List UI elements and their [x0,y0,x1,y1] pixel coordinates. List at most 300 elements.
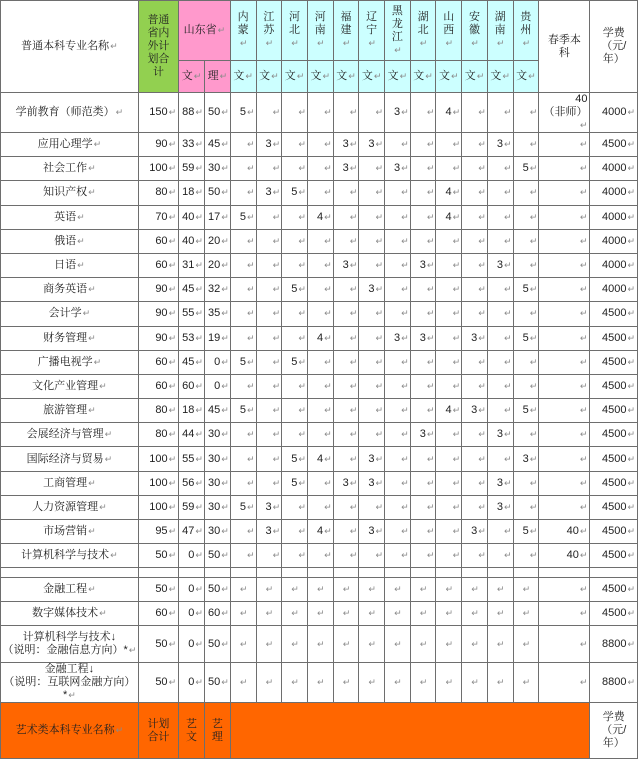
province-quota [256,495,282,519]
table-row [1,278,638,302]
province-quota [487,181,513,205]
shandong-li-text: 20 [208,234,221,247]
province-quota [436,205,462,229]
province-quota [385,205,411,229]
shandong-wen-text: 0 [188,637,195,650]
province-quota [307,544,333,568]
tuition-fee [590,626,638,663]
province-header [307,1,333,61]
paragraph-mark-icon: ↵ [239,584,248,595]
paragraph-mark-icon: ↵ [93,356,102,367]
art-wen-header [179,703,205,759]
paragraph-mark-icon: ↵ [221,284,229,295]
province-quota-text: 4 [445,186,452,199]
spring-quota [539,93,590,133]
shandong-wen-text: 47 [182,525,195,538]
major-name [1,181,139,205]
province-quota-text: 3 [265,500,272,513]
spring-quota [539,278,590,302]
province-quota [230,93,256,133]
province-quota [487,578,513,602]
province-quota [513,350,539,374]
province-quota [385,423,411,447]
province-quota [513,578,539,602]
paragraph-mark-icon: ↵ [221,501,229,512]
paragraph-mark-icon: ↵ [298,405,306,416]
paragraph-mark-icon: ↵ [478,356,486,367]
province-quota [385,229,411,253]
plan-total-text: 90 [155,283,168,296]
major-name [1,205,139,229]
province-quota [333,253,359,277]
province-quota [436,157,462,181]
province-quota [462,205,488,229]
major-name-text: 文化产业管理 [32,379,99,392]
province-quota [282,205,308,229]
paragraph-mark-icon: ↵ [239,677,248,688]
paragraph-mark-icon: ↵ [503,526,512,537]
paragraph-mark-icon: ↵ [401,380,409,391]
province-quota [410,302,436,326]
paragraph-mark-icon: ↵ [426,163,435,174]
province-quota [487,544,513,568]
shandong-wen [179,495,205,519]
province-quota [487,278,513,302]
province-quota [307,602,333,626]
province-header [256,1,282,61]
plan-total [138,253,178,277]
paragraph-mark-icon: ↵ [627,308,635,319]
paragraph-mark-icon: ↵ [246,211,255,222]
paragraph-mark-icon: ↵ [522,584,531,595]
paragraph-mark-icon: ↵ [272,501,281,512]
paragraph-mark-icon: ↵ [349,332,358,343]
province-quota [487,205,513,229]
spring-header [539,1,590,93]
paragraph-mark-icon: ↵ [579,308,588,319]
major-name-header [1,1,139,93]
province-quota [436,663,462,703]
paragraph-mark-icon: ↵ [401,501,409,512]
paragraph-mark-icon: ↵ [579,260,588,271]
paragraph-mark-icon: ↵ [399,71,408,81]
paragraph-mark-icon: ↵ [115,725,124,736]
shandong-li-header-text: 理 [207,70,219,82]
paragraph-mark-icon: ↵ [168,107,177,117]
gap-cell [539,568,590,578]
shandong-wen [179,447,205,471]
paragraph-mark-icon: ↵ [627,550,635,561]
spring-quota [539,157,590,181]
province-quota-text: 3 [342,162,349,175]
shandong-wen-text: 45 [182,283,195,296]
major-name [1,399,139,423]
province-quota [385,181,411,205]
province-header-text: 辽宁 [366,11,378,36]
shandong-wen-text: 40 [182,210,195,223]
table-row [1,157,638,181]
paragraph-mark-icon: ↵ [401,235,409,246]
plan-total [138,229,178,253]
paragraph-mark-icon: ↵ [627,235,635,246]
paragraph-mark-icon: ↵ [246,429,255,440]
plan-total-text: 50 [155,549,168,562]
plan-total [138,663,178,703]
province-quota [487,229,513,253]
spring-quota [539,181,590,205]
shandong-wen-text: 18 [182,404,195,417]
paragraph-mark-icon: ↵ [375,332,384,343]
shandong-wen-text: 55 [182,452,195,465]
paragraph-mark-icon: ↵ [316,638,325,649]
paragraph-mark-icon: ↵ [298,453,306,464]
province-quota [513,157,539,181]
paragraph-mark-icon: ↵ [496,608,505,619]
paragraph-mark-icon: ↵ [503,429,512,440]
paragraph-mark-icon: ↵ [93,139,102,150]
paragraph-mark-icon: ↵ [342,608,351,619]
paragraph-mark-icon: ↵ [502,71,510,81]
province-quota [487,302,513,326]
paragraph-mark-icon: ↵ [627,380,635,391]
plan-total-text: 100 [149,476,168,489]
paragraph-mark-icon: ↵ [272,235,281,246]
paragraph-mark-icon: ↵ [529,187,538,198]
province-quota [385,374,411,398]
paragraph-mark-icon: ↵ [246,477,255,488]
shandong-li [204,326,230,350]
paragraph-mark-icon: ↵ [298,107,306,117]
province-quota [359,302,385,326]
shandong-wen-text: 53 [182,331,195,344]
province-quota [513,205,539,229]
gap-cell [436,568,462,578]
paragraph-mark-icon: ↵ [529,163,538,174]
shandong-wen-text: 0 [188,607,195,620]
province-quota-text: 5 [522,404,529,417]
paragraph-mark-icon: ↵ [401,107,409,117]
province-quota [230,626,256,663]
paragraph-mark-icon: ↵ [478,139,486,150]
paragraph-mark-icon: ↵ [529,429,538,440]
province-quota [333,471,359,495]
paragraph-mark-icon: ↵ [322,71,331,81]
province-quota [333,229,359,253]
paragraph-mark-icon: ↵ [503,187,512,198]
province-quota [359,520,385,544]
paragraph-mark-icon: ↵ [324,526,332,537]
province-wen-header [436,61,462,93]
province-quota [462,626,488,663]
plan-total-text: 100 [149,500,168,513]
paragraph-mark-icon: ↵ [349,501,358,512]
province-quota [359,350,385,374]
province-header [282,1,308,61]
tuition-fee-text: 4000 [601,162,627,175]
paragraph-mark-icon: ↵ [316,584,325,595]
province-quota [513,181,539,205]
province-quota [282,471,308,495]
paragraph-mark-icon: ↵ [503,235,512,246]
paragraph-mark-icon: ↵ [349,429,358,440]
major-name [1,423,139,447]
shandong-li [204,93,230,133]
shandong-wen-text: 0 [188,676,195,689]
paragraph-mark-icon: ↵ [195,429,203,440]
paragraph-mark-icon: ↵ [452,260,461,271]
art-major-name-header-text: 艺术类本科专业名称 [15,724,115,737]
paragraph-mark-icon: ↵ [401,550,409,561]
paragraph-mark-icon: ↵ [529,453,538,464]
province-quota [513,447,539,471]
paragraph-mark-icon: ↵ [471,608,479,619]
paragraph-mark-icon: ↵ [503,453,512,464]
paragraph-mark-icon: ↵ [452,429,461,440]
paragraph-mark-icon: ↵ [316,608,325,619]
shandong-wen-text: 45 [182,355,195,368]
province-quota [282,278,308,302]
paragraph-mark-icon: ↵ [324,550,332,561]
major-name-text: 计算机科学与技术 [21,549,110,562]
plan-total [138,544,178,568]
paragraph-mark-icon: ↵ [349,405,358,416]
paragraph-mark-icon: ↵ [298,356,306,367]
province-header-text: 山西 [443,11,455,36]
province-quota [256,302,282,326]
province-quota [230,278,256,302]
province-quota [513,278,539,302]
tuition-fee [590,93,638,133]
paragraph-mark-icon: ↵ [401,308,409,319]
shandong-li [204,544,230,568]
paragraph-mark-icon: ↵ [298,187,306,198]
paragraph-mark-icon: ↵ [529,526,538,537]
paragraph-mark-icon: ↵ [272,477,281,488]
province-quota-text: 3 [368,525,375,538]
province-quota [410,423,436,447]
province-quota [333,520,359,544]
province-quota-text: 5 [239,210,246,223]
paragraph-mark-icon: ↵ [627,608,635,619]
province-quota-text: 5 [291,355,298,368]
tuition-fee-text: 8800 [601,676,627,689]
major-name-text: 广播电视学 [37,355,93,368]
plan-total-header-text: 普通省内外计划合计 [147,14,170,78]
shandong-li-text: 45 [208,404,221,417]
province-quota [333,626,359,663]
paragraph-mark-icon: ↵ [529,501,538,512]
paragraph-mark-icon: ↵ [496,638,505,649]
spring-quota [539,229,590,253]
province-wen-header [282,61,308,93]
paragraph-mark-icon: ↵ [195,453,203,464]
shandong-li-text: 50 [208,583,221,596]
spring-quota [539,350,590,374]
province-header [513,1,539,61]
paragraph-mark-icon: ↵ [349,477,358,488]
province-quota-text: 3 [394,331,401,344]
paragraph-mark-icon: ↵ [349,308,358,319]
plan-total-text: 90 [155,138,168,151]
paragraph-mark-icon: ↵ [246,139,255,150]
shandong-wen [179,423,205,447]
province-header-text: 河北 [289,11,301,36]
province-quota [513,253,539,277]
paragraph-mark-icon: ↵ [239,38,248,48]
paragraph-mark-icon: ↵ [478,477,486,488]
province-quota [385,93,411,133]
paragraph-mark-icon: ↵ [522,38,531,48]
paragraph-mark-icon: ↵ [221,211,229,222]
province-quota [230,205,256,229]
paragraph-mark-icon: ↵ [627,501,635,512]
province-quota [307,447,333,471]
province-quota [385,133,411,157]
paragraph-mark-icon: ↵ [375,453,384,464]
table-row [1,133,638,157]
province-quota [307,374,333,398]
paragraph-mark-icon: ↵ [265,584,274,595]
paragraph-mark-icon: ↵ [579,139,588,150]
shandong-wen-text: 31 [182,259,195,272]
paragraph-mark-icon: ↵ [298,501,306,512]
paragraph-mark-icon: ↵ [245,71,253,81]
province-quota [487,602,513,626]
paragraph-mark-icon: ↵ [324,332,332,343]
paragraph-mark-icon: ↵ [401,477,409,488]
paragraph-mark-icon: ↵ [246,405,255,416]
province-quota [230,399,256,423]
gap-cell [307,568,333,578]
paragraph-mark-icon: ↵ [375,107,384,117]
paragraph-mark-icon: ↵ [195,260,203,271]
province-quota [333,278,359,302]
paragraph-mark-icon: ↵ [221,139,229,150]
shandong-wen-text: 88 [182,106,195,118]
province-quota [230,544,256,568]
paragraph-mark-icon: ↵ [627,139,635,150]
art-fee-header [590,703,638,759]
province-quota [282,374,308,398]
paragraph-mark-icon: ↵ [627,584,635,595]
paragraph-mark-icon: ↵ [452,501,461,512]
paragraph-mark-icon: ↵ [168,380,177,391]
spring-quota-text: 40 （非师） [543,93,588,118]
paragraph-mark-icon: ↵ [426,356,435,367]
paragraph-mark-icon: ↵ [349,235,358,246]
province-wen-header-text: 文 [490,70,502,82]
paragraph-mark-icon: ↵ [401,284,409,295]
province-wen-header-text: 文 [233,70,245,82]
province-quota [230,495,256,519]
province-quota [487,423,513,447]
major-name [1,626,139,663]
paragraph-mark-icon: ↵ [426,526,435,537]
province-quota [513,133,539,157]
paragraph-mark-icon: ↵ [579,453,588,464]
tuition-fee-text: 4000 [601,234,627,247]
paragraph-mark-icon: ↵ [88,163,96,174]
major-name [1,374,139,398]
paragraph-mark-icon: ↵ [375,356,384,367]
province-quota [487,93,513,133]
province-quota [282,602,308,626]
paragraph-mark-icon: ↵ [394,608,402,619]
paragraph-mark-icon: ↵ [579,332,588,343]
paragraph-mark-icon: ↵ [291,608,299,619]
paragraph-mark-icon: ↵ [529,284,538,295]
paragraph-mark-icon: ↵ [426,332,435,343]
paragraph-mark-icon: ↵ [478,107,486,117]
paragraph-mark-icon: ↵ [88,477,96,488]
paragraph-mark-icon: ↵ [503,332,512,343]
province-quota [513,302,539,326]
province-quota-text: 3 [368,452,375,465]
province-quota [436,229,462,253]
table-row [1,520,638,544]
tuition-fee [590,544,638,568]
paragraph-mark-icon: ↵ [368,584,376,595]
paragraph-mark-icon: ↵ [168,260,177,271]
paragraph-mark-icon: ↵ [349,526,358,537]
tuition-fee-text: 4500 [601,607,627,620]
province-quota [230,133,256,157]
paragraph-mark-icon: ↵ [272,308,281,319]
province-quota [487,471,513,495]
major-name [1,471,139,495]
paragraph-mark-icon: ↵ [627,638,635,649]
tuition-fee [590,350,638,374]
shandong-li-text: 30 [208,525,221,538]
major-name-text: 知识产权 [43,186,88,199]
paragraph-mark-icon: ↵ [529,308,538,319]
paragraph-mark-icon: ↵ [168,501,177,512]
paragraph-mark-icon: ↵ [375,308,384,319]
province-wen-header [462,61,488,93]
province-quota [230,229,256,253]
gap-cell [462,568,488,578]
province-wen-header [385,61,411,93]
paragraph-mark-icon: ↵ [419,38,428,48]
paragraph-mark-icon: ↵ [426,235,435,246]
province-header-text: 湖南 [494,11,506,36]
shandong-wen-header-text: 文 [181,70,193,82]
paragraph-mark-icon: ↵ [445,38,454,48]
major-name-text: 学前教育（师范类） [15,106,115,118]
gap-cell [359,568,385,578]
table-row [1,544,638,568]
paragraph-mark-icon: ↵ [349,107,358,117]
province-quota [359,229,385,253]
province-quota [359,544,385,568]
province-quota [462,374,488,398]
shandong-li-text: 50 [208,186,221,199]
province-quota-text: 5 [291,186,298,199]
shandong-li-text: 30 [208,500,221,513]
paragraph-mark-icon: ↵ [368,38,376,48]
shandong-wen-text: 59 [182,162,195,175]
paragraph-mark-icon: ↵ [452,356,461,367]
shandong-li [204,626,230,663]
major-name [1,278,139,302]
province-quota [462,423,488,447]
paragraph-mark-icon: ↵ [110,41,118,51]
province-quota [462,133,488,157]
province-quota [385,520,411,544]
art-li-header-text: 艺理 [211,717,223,743]
plan-total-header [138,1,178,93]
paragraph-mark-icon: ↵ [272,284,281,295]
